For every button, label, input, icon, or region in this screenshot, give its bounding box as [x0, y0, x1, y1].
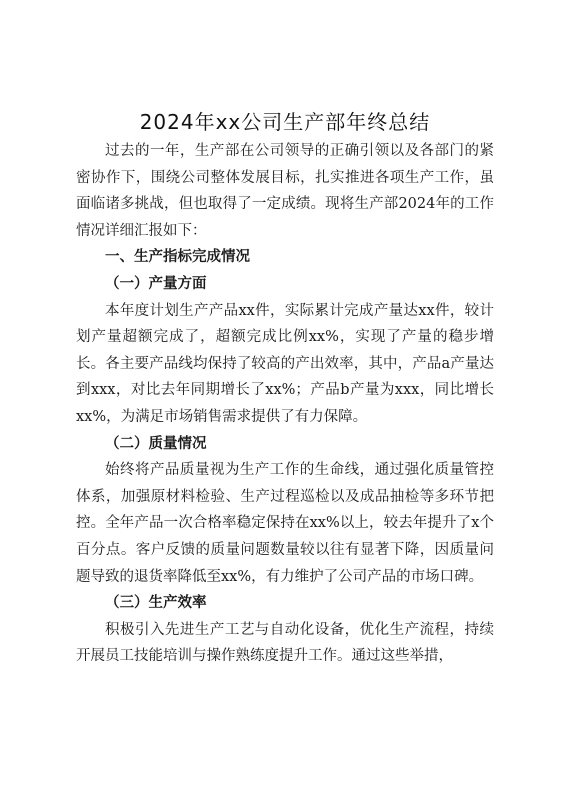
- output-paragraph: 本年度计划生产产品xx件，实际累计完成产量达xx件，较计划产量超额完成了，超额完成比例xx%，实现了产量的稳步增长。各主要产品线均保持了较高的产出效率，其中，产品a产量达到xxx，对比去年同期增长了xx%；产品b产量为xxx，同比增长xx%，为满足市场销售需求提供了有力保障。: [76, 302, 494, 425]
- subsection-heading-output: （一）产量方面: [105, 275, 207, 292]
- document-title: 2024年xx公司生产部年终总结: [139, 110, 431, 134]
- efficiency-paragraph: 积极引入先进生产工艺与自动化设备，优化生产流程，持续开展员工技能培训与操作熟练度提升工作。通过这些举措，: [76, 621, 494, 665]
- section-heading-production-targets: 一、生产指标完成情况: [105, 249, 250, 266]
- subsection-heading-efficiency: （三）生产效率: [105, 595, 207, 612]
- intro-paragraph: 过去的一年，生产部在公司领导的正确引领以及各部门的紧密协作下，围绕公司整体发展目标，扎实推进各项生产工作，虽面临诸多挑战，但也取得了一定成绩。现将生产部2024年的工作情况详细汇报如下：: [76, 143, 494, 239]
- quality-paragraph: 始终将产品质量视为生产工作的生命线，通过强化质量管控体系，加强原材料检验、生产过程巡检以及成品抽检等多环节把控。全年产品一次合格率稳定保持在xx%以上，较去年提升了x个百分点。客户反馈的质量问题数量较以往有显著下降，因质量问题导致的退货率降低至xx%，有力维护了公司产品的市场口碑。: [76, 462, 494, 585]
- subsection-heading-quality: （二）质量情况: [105, 435, 207, 452]
- document-body: [76, 138, 494, 670]
